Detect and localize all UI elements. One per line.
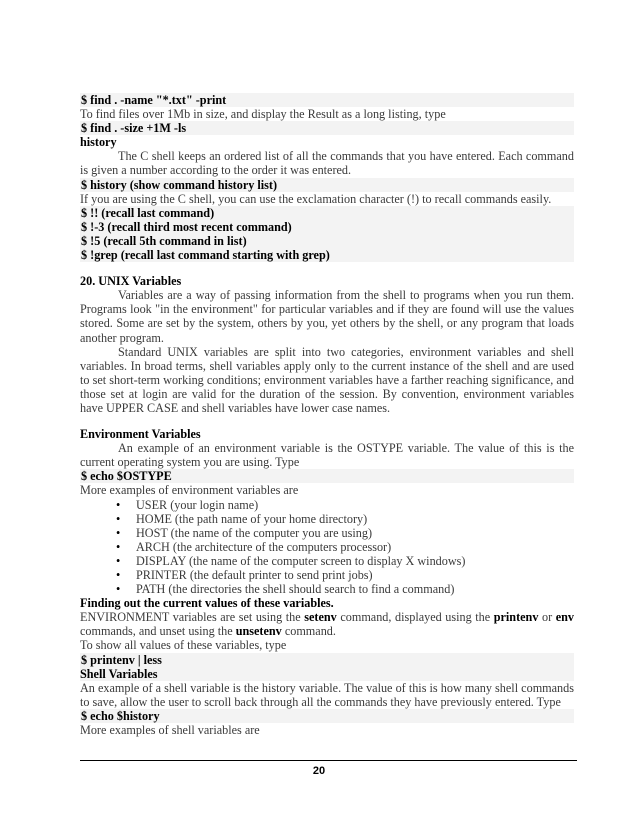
find-size-command: $ find . -size +1M -ls — [80, 121, 574, 135]
echo-history-command: $ echo $history — [80, 709, 574, 723]
recall-command: $ !grep (recall last command starting with grep) — [80, 248, 574, 262]
recall-command: $ !5 (recall 5th command in list) — [80, 234, 574, 248]
shell-variables-paragraph: An example of a shell variable is the history variable. The value of this is how many shell commands to save, allow the user to scroll back through all the commands they have previously entered. Type — [80, 680, 574, 709]
environment-variables-paragraph: An example of an environment variable is the OSTYPE variable. The value of this is the current operating system you are using. Type — [80, 441, 574, 470]
text-run: commands, and unset using the — [80, 624, 236, 639]
finding-values-paragraph — [80, 610, 574, 638]
history-heading: history — [80, 135, 117, 150]
list-item: • HOST (the name of the computer you are using) — [126, 526, 574, 540]
list-item: • PATH (the directories the shell should search to find a command) — [126, 582, 574, 596]
list-item: • PRINTER (the default printer to send print jobs) — [126, 568, 574, 582]
env-keyword: env — [555, 610, 574, 625]
history-command: $ history (show command history list) — [80, 178, 574, 192]
echo-ostype-command: $ echo $OSTYPE — [80, 469, 574, 483]
recall-command: $ !-3 (recall third most recent command) — [80, 220, 574, 234]
page-body — [80, 93, 574, 737]
unix-variables-paragraph-1: Variables are a way of passing information from the shell to programs when you run them. Programs look "in the environment" for particular variables and if they are found will use the values stored. Some are set by the system, others by you, yet others by the shell, or any program that loads another program. — [80, 288, 574, 345]
environment-examples-intro: More examples of environment variables are — [80, 483, 299, 498]
history-paragraph: The C shell keeps an ordered list of all the commands that you have entered. Each command is given a number according to the order it was entered. — [80, 149, 574, 178]
printenv-keyword: printenv — [493, 610, 539, 625]
find-size-intro: To find files over 1Mb in size, and display the Result as a long listing, type — [80, 107, 446, 122]
text-run: command, displayed using the — [336, 610, 494, 625]
recall-intro: If you are using the C shell, you can use the exclamation character (!) to recall commands easily. — [80, 191, 552, 206]
list-item: • USER (your login name) — [126, 498, 574, 512]
list-item: • DISPLAY (the name of the computer screen to display X windows) — [126, 554, 574, 568]
text-run: command. — [281, 624, 336, 639]
footer-divider — [80, 760, 577, 761]
text-run: ENVIRONMENT variables are set using the — [80, 610, 305, 625]
shell-examples-intro: More examples of shell variables are — [80, 723, 260, 738]
list-item: • HOME (the path name of your home directory) — [126, 512, 574, 526]
show-all-intro: To show all values of these variables, type — [80, 638, 287, 653]
page-number: 20 — [312, 765, 326, 777]
find-txt-command: $ find . -name "*.txt" -print — [80, 93, 574, 107]
finding-values-heading: Finding out the current values of these variables. — [80, 596, 334, 611]
unix-variables-paragraph-2: Standard UNIX variables are split into two categories, environment variables and shell variables. In broad terms, shell variables apply only to the current instance of the shell and are used to set short-term working conditions; environment variables have a farther reaching significance, and those set at login are valid for the duration of the session. By convention, environment variables have UPPER CASE and shell variables have lower case names. — [80, 344, 574, 415]
printenv-command: $ printenv | less — [80, 653, 574, 667]
recall-command: $ !! (recall last command) — [80, 206, 574, 220]
setenv-keyword: setenv — [304, 610, 337, 625]
environment-variables-heading: Environment Variables — [80, 427, 201, 442]
text-run: or — [538, 610, 556, 625]
environment-variables-list — [80, 498, 574, 597]
list-item: • ARCH (the architecture of the computers processor) — [126, 540, 574, 554]
shell-variables-heading: Shell Variables — [80, 667, 574, 681]
unix-variables-heading: 20. UNIX Variables — [80, 274, 182, 289]
unsetenv-keyword: unsetenv — [235, 624, 282, 639]
